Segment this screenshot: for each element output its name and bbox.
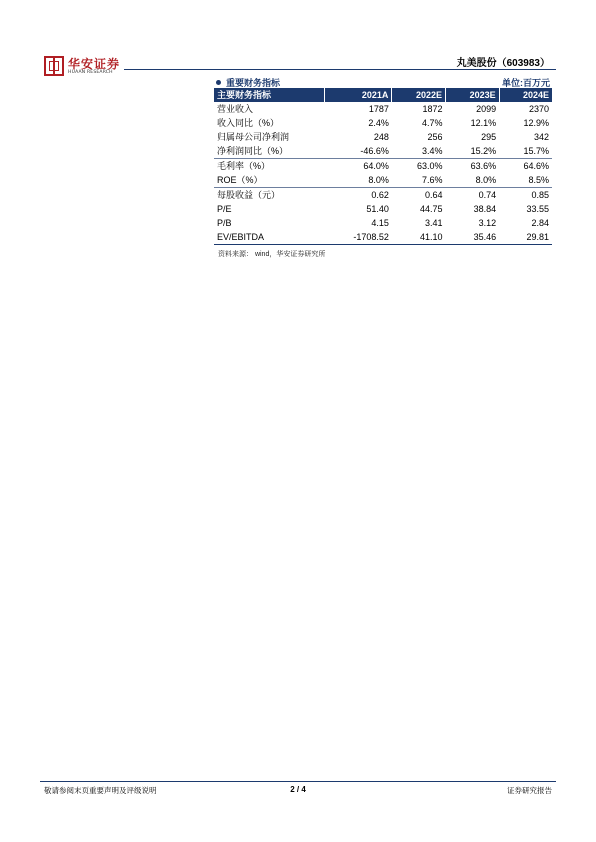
cell-value: 2099 xyxy=(476,104,497,114)
cell-value: 4.15 xyxy=(371,218,389,228)
cell-value: 2370 xyxy=(528,104,549,114)
row-label: ROE（%） xyxy=(217,175,263,185)
company-logo xyxy=(44,55,124,79)
cell-value: 8.5% xyxy=(528,175,549,185)
table-header-row xyxy=(214,88,552,102)
footer-report-type: 证券研究报告 xyxy=(507,786,552,795)
cell-value: 33.55 xyxy=(526,204,549,214)
header-divider xyxy=(124,69,556,70)
cell-value: 51.40 xyxy=(366,204,389,214)
cell-value: 0.64 xyxy=(392,188,446,203)
cell-value: 64.6% xyxy=(499,159,552,174)
bullet-icon xyxy=(216,80,221,85)
cell-value: 3.12 xyxy=(478,218,497,228)
cell-value: 3.4% xyxy=(422,146,443,156)
row-label: P/B xyxy=(217,218,232,228)
row-label: 收入同比（%） xyxy=(217,118,280,128)
cell-value: 41.10 xyxy=(392,230,446,245)
cell-value: 63.6% xyxy=(446,159,500,174)
unit-label: 单位:百万元 xyxy=(502,78,550,88)
cell-value: 1787 xyxy=(368,104,389,114)
footer-divider xyxy=(40,781,556,782)
financial-table xyxy=(214,88,552,245)
footer-disclaimer: 敬请参阅末页重要声明及评级说明 xyxy=(44,786,157,795)
row-label: 归属母公司净利润 xyxy=(217,132,290,142)
row-label: 营业收入 xyxy=(217,104,254,114)
column-header: 主要财务指标 xyxy=(217,90,272,100)
section-title-text: 重要财务指标 xyxy=(226,78,281,88)
cell-value: 3.41 xyxy=(425,218,443,228)
cell-value: 15.2% xyxy=(470,146,497,156)
cell-value: -1708.52 xyxy=(325,230,392,245)
logo-english-name: HUAAN RESEARCH xyxy=(68,70,113,75)
cell-value: 256 xyxy=(427,132,443,142)
cell-value: 0.62 xyxy=(325,188,392,203)
cell-value: 2.4% xyxy=(368,118,389,128)
column-header: 2021A xyxy=(325,88,392,102)
cell-value: 38.84 xyxy=(473,204,497,214)
column-header: 2024E xyxy=(499,88,552,102)
cell-value: 12.9% xyxy=(523,118,549,128)
cell-value: 295 xyxy=(481,132,497,142)
logo-chinese-name: 华安证券 xyxy=(68,57,121,71)
cell-value: 8.0% xyxy=(368,175,389,185)
table-row xyxy=(214,230,552,245)
cell-value: 12.1% xyxy=(470,118,497,128)
cell-value: 63.0% xyxy=(392,159,446,174)
stock-title: 丸美股份（603983） xyxy=(456,58,550,69)
cell-value: 4.7% xyxy=(422,118,443,128)
table-row xyxy=(214,144,552,159)
cell-value: 1872 xyxy=(422,104,443,114)
row-label: 每股收益（元） xyxy=(214,188,325,203)
cell-value: -46.6% xyxy=(360,146,389,156)
cell-value: 44.75 xyxy=(420,204,443,214)
column-header: 2022E xyxy=(392,88,446,102)
row-label: 毛利率（%） xyxy=(214,159,325,174)
column-header: 2023E xyxy=(446,88,500,102)
row-label: EV/EBITDA xyxy=(214,230,325,245)
table-row xyxy=(214,216,552,230)
cell-value: 35.46 xyxy=(446,230,500,245)
page-number: 2 / 4 xyxy=(290,785,306,794)
table-row xyxy=(214,130,552,144)
table-row xyxy=(214,173,552,188)
table-row xyxy=(214,116,552,130)
cell-value: 15.7% xyxy=(523,146,549,156)
table-row xyxy=(214,188,552,203)
row-label: 净利润同比（%） xyxy=(217,146,289,156)
cell-value: 342 xyxy=(533,132,549,142)
source-note: 资料来源： wind，华安证券研究所 xyxy=(218,251,326,258)
cell-value: 0.85 xyxy=(499,188,552,203)
logo-mark-icon xyxy=(44,56,64,76)
table-row xyxy=(214,102,552,116)
cell-value: 64.0% xyxy=(325,159,392,174)
cell-value: 29.81 xyxy=(499,230,552,245)
row-label: P/E xyxy=(217,204,232,214)
cell-value: 248 xyxy=(373,132,389,142)
cell-value: 7.6% xyxy=(422,175,443,185)
cell-value: 8.0% xyxy=(475,175,497,185)
cell-value: 0.74 xyxy=(446,188,500,203)
table-row xyxy=(214,202,552,216)
cell-value: 2.84 xyxy=(531,218,549,228)
table-row xyxy=(214,159,552,174)
